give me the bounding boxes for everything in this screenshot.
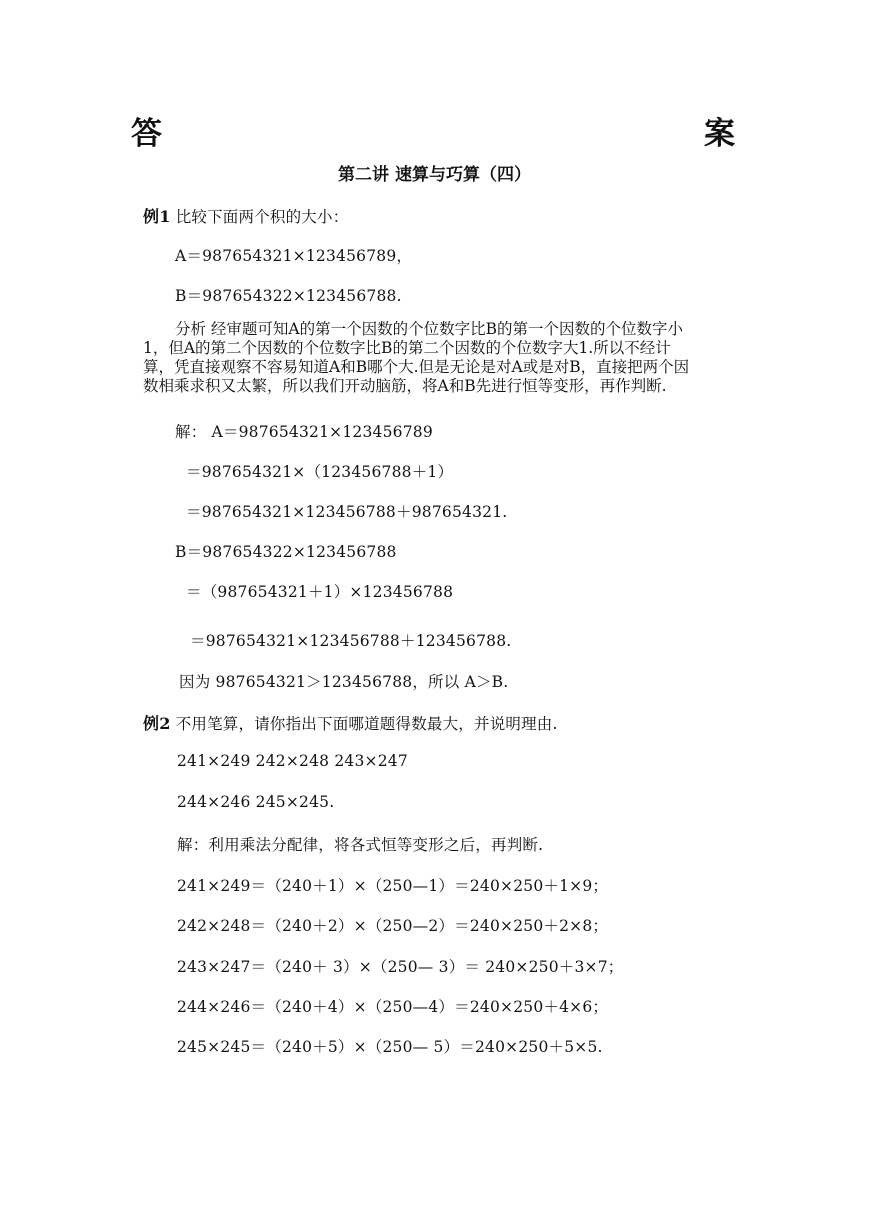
example2-step: 244×246＝（240＋4）×（250—4）＝240×250＋4×6； (177, 998, 609, 1016)
analysis-line: 分析 经审题可知A的第一个因数的个位数字比B的第一个因数的个位数字小 (175, 320, 684, 338)
solution-line: ＝987654321×123456788＋987654321. (186, 503, 508, 521)
solution-line: ＝987654321×（123456788＋1） (186, 463, 454, 481)
example2-step: 245×245＝（240＋5）×（250— 5）＝240×250＋5×5. (177, 1038, 603, 1056)
example2-step: 241×249＝（240＋1）×（250—1）＝240×250＋1×9； (177, 877, 609, 895)
example2-items-line: 244×246 245×245. (177, 793, 335, 811)
solution-line: 解： A＝987654321×123456789 (175, 423, 433, 441)
example2-step: 243×247＝（240＋ 3）×（250— 3）＝ 240×250＋3×7； (177, 958, 624, 976)
example1-line (143, 204, 348, 227)
analysis-line: 算，凭直接观察不容易知道A和B哪个大.但是无论是对A或是对B，直接把两个因 (143, 358, 690, 376)
solution-line: B＝987654322×123456788 (175, 543, 397, 561)
example2-label: 例2 (143, 714, 171, 733)
header-left-char: 答 (131, 116, 162, 152)
header-right-char: 案 (704, 116, 735, 152)
example2-line (143, 711, 558, 734)
example1-analysis (143, 320, 689, 396)
analysis-line: 数相乘求积又太繁，所以我们开动脑筋，将A和B先进行恒等变形，再作判断. (143, 377, 667, 395)
analysis-line: 1，但A的第二个因数的个位数字比B的第二个因数的个位数字大1.所以不经计 (143, 339, 671, 357)
solution-line: ＝（987654321＋1）×123456788 (186, 583, 454, 601)
example1-b-definition: B＝987654322×123456788. (175, 287, 402, 305)
example2-step: 242×248＝（240＋2）×（250—2）＝240×250＋2×8； (177, 917, 609, 935)
example1-a-definition: A＝987654321×123456789， (175, 247, 413, 265)
lesson-title: 第二讲 速算与巧算（四） (338, 165, 531, 185)
conclusion-line: 因为 987654321＞123456788，所以 A＞B. (179, 673, 509, 691)
example2-question: 不用笔算，请你指出下面哪道题得数最大，并说明理由. (175, 715, 558, 733)
example1-label: 例1 (143, 207, 171, 226)
example2-items-line: 241×249 242×248 243×247 (177, 752, 408, 770)
example2-solution-intro: 解：利用乘法分配律，将各式恒等变形之后，再判断. (177, 836, 544, 854)
example1-question: 比较下面两个积的大小： (175, 208, 349, 226)
solution-line: ＝987654321×123456788＋123456788. (190, 632, 512, 650)
